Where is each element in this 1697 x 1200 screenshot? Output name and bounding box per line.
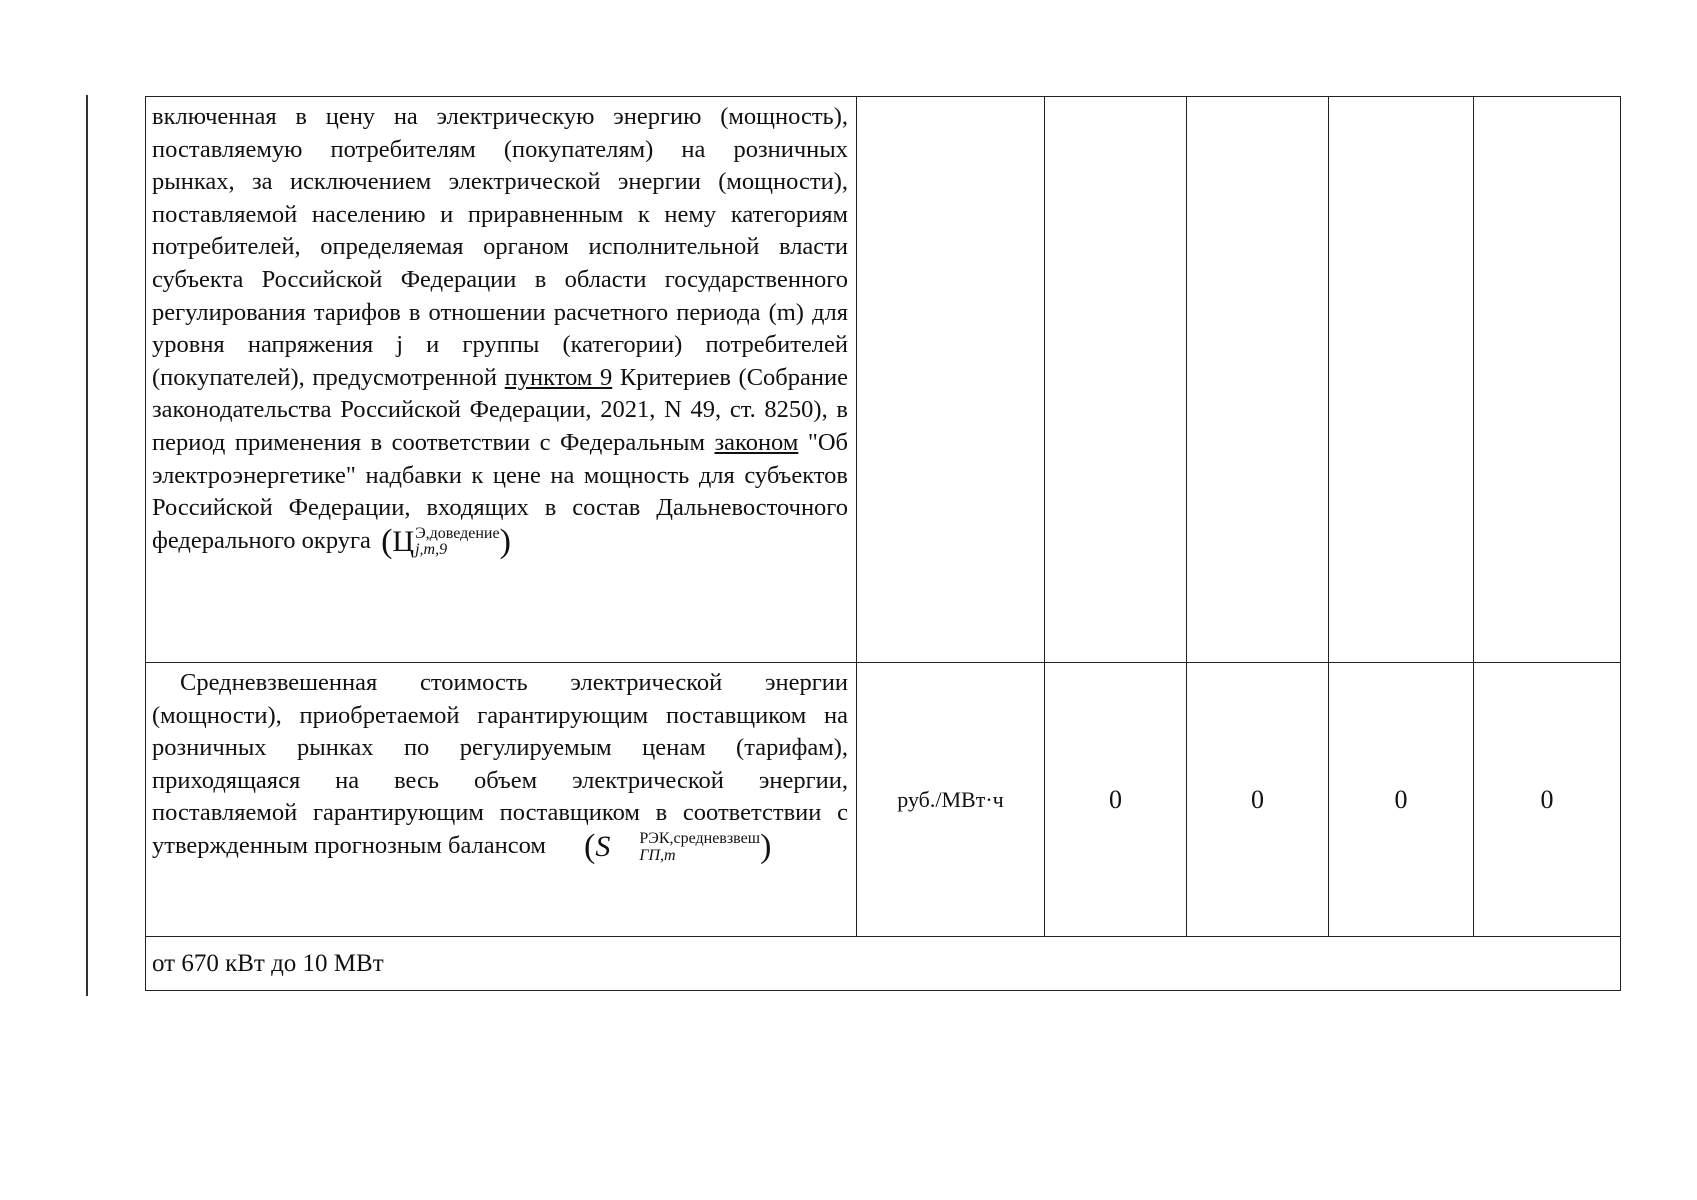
value-cell: 0 — [1329, 663, 1474, 937]
value-cell — [1474, 97, 1621, 663]
value-cell — [1187, 97, 1329, 663]
formula-price: (Ц Э,доведение j,m,9 ) — [381, 523, 511, 561]
formula-weighted-cost: (S РЭК,средневзвеш ГП,m ) — [584, 828, 772, 866]
link-zakon[interactable]: законом — [714, 428, 799, 456]
description-cell — [146, 663, 857, 937]
unit-cell — [857, 97, 1045, 663]
link-punkt-9[interactable]: пунктом 9 — [504, 363, 613, 391]
unit-cell: руб./МВт·ч — [857, 663, 1045, 937]
description-text: Средневзвешенная стоимость электрической энергии (мощности), приобретаемой гарантирующим поставщиком на розничных рынках по регулируемым ценам (тарифам), приходящаяся на весь объем электрической энергии, поставляемой гарантирующим поставщиком в соответствии с утвержденным прогнозным балансом (S РЭК,средневзвеш ГП,m ) — [152, 669, 848, 866]
table-row — [146, 97, 1621, 663]
description-cell — [146, 97, 857, 663]
left-margin-line — [86, 95, 88, 996]
value-cell — [1329, 97, 1474, 663]
value-cell — [1045, 97, 1187, 663]
tariff-table — [145, 96, 1621, 991]
value-cell: 0 — [1474, 663, 1621, 937]
table-row — [146, 663, 1621, 937]
value-cell: 0 — [1187, 663, 1329, 937]
table-row — [146, 937, 1621, 991]
voltage-range-row: от 670 кВт до 10 МВт — [146, 937, 1621, 991]
description-text: включенная в цену на электрическую энергию (мощность), поставляемую потребителям (покупателям) на розничных рынках, за исключением электрической энергии (мощности), поставляемой населению и приравненным к нему категориям потребителей, определяемая органом исполнительной власти субъекта Российской Федерации в области государственного регулирования тарифов в отношении расчетного периода (m) для уровня напряжения j и группы (категории) потребителей (покупателей), предусмотренной пунктом 9 Критериев (Собрание законодательства Российской Федерации, 2021, N 49, ст. 8250), в период применения в соответствии с Федеральным законом "Об электроэнергетике" надбавки к цене на мощность для субъектов Российской Федерации, входящих в состав Дальневосточного федерального округа (Ц Э,доведение j,m,9 ) — [152, 103, 848, 561]
value-cell: 0 — [1045, 663, 1187, 937]
